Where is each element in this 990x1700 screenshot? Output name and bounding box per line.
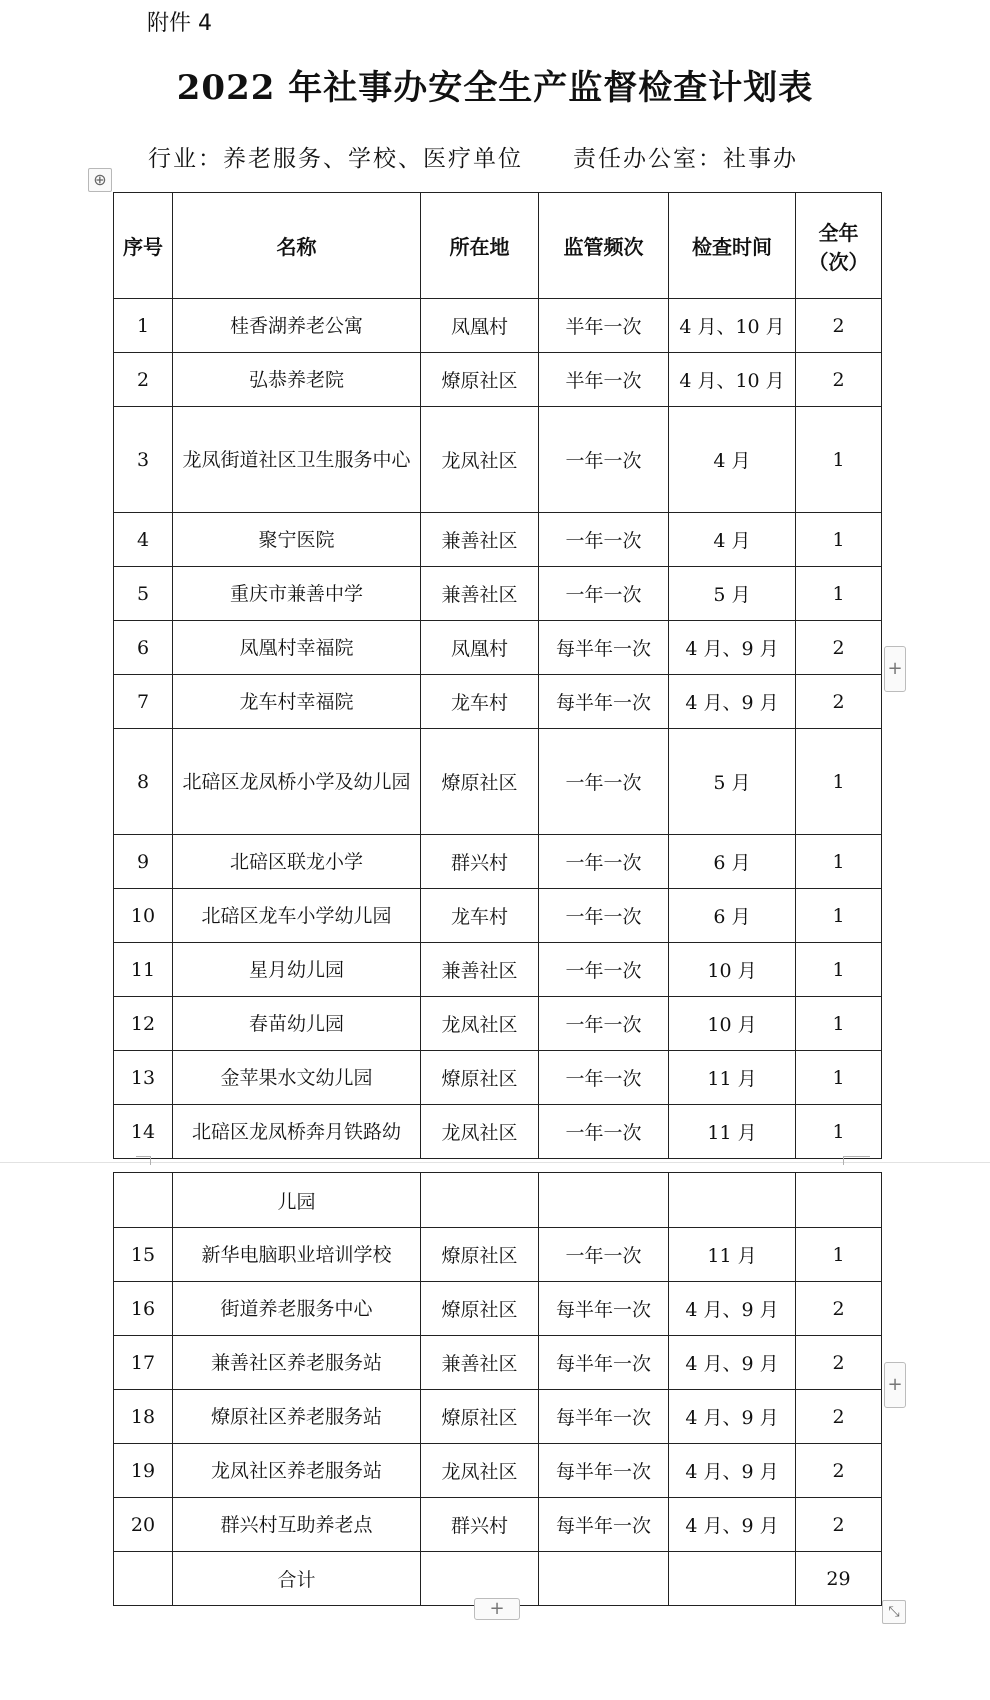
table-row bbox=[114, 1051, 882, 1105]
cell-time: 10 月 bbox=[669, 997, 796, 1051]
cell-index bbox=[114, 1173, 173, 1228]
cell-location: 兼善社区 bbox=[421, 943, 539, 997]
cell-location: 燎原社区 bbox=[421, 1282, 539, 1336]
cell-count: 2 bbox=[796, 1282, 882, 1336]
cell-frequency: 每半年一次 bbox=[539, 1390, 669, 1444]
table-row bbox=[114, 1498, 882, 1552]
cell-count: 2 bbox=[796, 621, 882, 675]
cell-location: 凤凰村 bbox=[421, 299, 539, 353]
cell-location: 凤凰村 bbox=[421, 621, 539, 675]
cell-name: 新华电脑职业培训学校 bbox=[173, 1228, 421, 1282]
cell-time bbox=[669, 1173, 796, 1228]
cell-frequency: 一年一次 bbox=[539, 1051, 669, 1105]
page-title: 2022 年社事办安全生产监督检查计划表 bbox=[176, 68, 814, 108]
cell-time: 4 月、9 月 bbox=[669, 675, 796, 729]
cell-index: 18 bbox=[114, 1390, 173, 1444]
cell-name: 春苗幼儿园 bbox=[173, 997, 421, 1051]
attachment-label: 附件 4 bbox=[147, 11, 212, 36]
cell-frequency: 每半年一次 bbox=[539, 1282, 669, 1336]
table-row bbox=[114, 729, 882, 835]
table-row bbox=[114, 675, 882, 729]
cell-count: 1 bbox=[796, 1105, 882, 1159]
plan-table-part1 bbox=[113, 192, 882, 1159]
cell-name: 燎原社区养老服务站 bbox=[173, 1390, 421, 1444]
table-row bbox=[114, 567, 882, 621]
add-row-button[interactable]: + bbox=[474, 1598, 520, 1620]
cell-time bbox=[669, 1552, 796, 1606]
cell-location: 燎原社区 bbox=[421, 353, 539, 407]
table-move-icon[interactable]: ⊕ bbox=[88, 168, 112, 192]
cell-count: 2 bbox=[796, 353, 882, 407]
cell-frequency: 每半年一次 bbox=[539, 1498, 669, 1552]
cell-time: 10 月 bbox=[669, 943, 796, 997]
cell-count: 1 bbox=[796, 835, 882, 889]
cell-index: 6 bbox=[114, 621, 173, 675]
cell-count: 2 bbox=[796, 1444, 882, 1498]
cell-frequency: 一年一次 bbox=[539, 513, 669, 567]
cell-time: 11 月 bbox=[669, 1228, 796, 1282]
cell-name: 北碚区联龙小学 bbox=[173, 835, 421, 889]
cell-name: 桂香湖养老公寓 bbox=[173, 299, 421, 353]
cell-time: 5 月 bbox=[669, 567, 796, 621]
cell-name: 儿园 bbox=[173, 1173, 421, 1228]
cell-location: 龙车村 bbox=[421, 889, 539, 943]
cell-index bbox=[114, 1552, 173, 1606]
cell-time: 6 月 bbox=[669, 835, 796, 889]
cell-name: 街道养老服务中心 bbox=[173, 1282, 421, 1336]
subtitle bbox=[148, 140, 798, 173]
cell-location: 龙凤社区 bbox=[421, 997, 539, 1051]
crop-mark-left bbox=[136, 1156, 151, 1165]
cell-count: 2 bbox=[796, 299, 882, 353]
cell-count: 2 bbox=[796, 675, 882, 729]
cell-location: 龙凤社区 bbox=[421, 1105, 539, 1159]
header-time: 检查时间 bbox=[669, 193, 796, 299]
cell-index: 4 bbox=[114, 513, 173, 567]
cell-location: 群兴村 bbox=[421, 1498, 539, 1552]
cell-index: 19 bbox=[114, 1444, 173, 1498]
cell-time: 6 月 bbox=[669, 889, 796, 943]
cell-frequency bbox=[539, 1552, 669, 1606]
cell-name: 兼善社区养老服务站 bbox=[173, 1336, 421, 1390]
cell-count bbox=[796, 1173, 882, 1228]
cell-frequency: 一年一次 bbox=[539, 943, 669, 997]
cell-frequency: 一年一次 bbox=[539, 835, 669, 889]
table-row-continued bbox=[114, 1173, 882, 1228]
cell-index: 11 bbox=[114, 943, 173, 997]
table-row bbox=[114, 943, 882, 997]
total-label: 合计 bbox=[173, 1552, 421, 1606]
cell-frequency: 一年一次 bbox=[539, 997, 669, 1051]
cell-count: 1 bbox=[796, 567, 882, 621]
cell-index: 15 bbox=[114, 1228, 173, 1282]
cell-time: 5 月 bbox=[669, 729, 796, 835]
cell-count: 1 bbox=[796, 1228, 882, 1282]
cell-index: 14 bbox=[114, 1105, 173, 1159]
cell-count: 1 bbox=[796, 889, 882, 943]
cell-location: 兼善社区 bbox=[421, 1336, 539, 1390]
cell-index: 12 bbox=[114, 997, 173, 1051]
table-row bbox=[114, 997, 882, 1051]
table-row bbox=[114, 1444, 882, 1498]
cell-index: 13 bbox=[114, 1051, 173, 1105]
cell-frequency: 半年一次 bbox=[539, 353, 669, 407]
cell-index: 10 bbox=[114, 889, 173, 943]
table-row bbox=[114, 1105, 882, 1159]
cell-count: 2 bbox=[796, 1336, 882, 1390]
cell-time: 4 月、9 月 bbox=[669, 621, 796, 675]
cell-index: 9 bbox=[114, 835, 173, 889]
table-row bbox=[114, 299, 882, 353]
cell-name: 群兴村互助养老点 bbox=[173, 1498, 421, 1552]
cell-name: 龙凤街道社区卫生服务中心 bbox=[173, 407, 421, 513]
cell-frequency: 一年一次 bbox=[539, 1228, 669, 1282]
cell-name: 北碚区龙凤桥奔月铁路幼 bbox=[173, 1105, 421, 1159]
cell-count: 1 bbox=[796, 997, 882, 1051]
cell-time: 4 月、10 月 bbox=[669, 299, 796, 353]
cell-frequency: 半年一次 bbox=[539, 299, 669, 353]
table-row bbox=[114, 835, 882, 889]
cell-time: 4 月 bbox=[669, 513, 796, 567]
cell-frequency: 每半年一次 bbox=[539, 1336, 669, 1390]
cell-name: 北碚区龙凤桥小学及幼儿园 bbox=[173, 729, 421, 835]
add-column-button-2[interactable]: + bbox=[884, 1362, 906, 1408]
cell-frequency: 一年一次 bbox=[539, 567, 669, 621]
cell-index: 1 bbox=[114, 299, 173, 353]
table-resize-icon[interactable]: ⤡ bbox=[882, 1600, 906, 1624]
cell-location: 龙凤社区 bbox=[421, 407, 539, 513]
cell-index: 5 bbox=[114, 567, 173, 621]
cell-location: 龙车村 bbox=[421, 675, 539, 729]
cell-location: 兼善社区 bbox=[421, 567, 539, 621]
cell-time: 4 月、9 月 bbox=[669, 1336, 796, 1390]
cell-time: 4 月、9 月 bbox=[669, 1282, 796, 1336]
cell-location: 燎原社区 bbox=[421, 1228, 539, 1282]
cell-location: 燎原社区 bbox=[421, 1051, 539, 1105]
plan-table-part2 bbox=[113, 1172, 882, 1606]
cell-time: 11 月 bbox=[669, 1051, 796, 1105]
cell-location: 燎原社区 bbox=[421, 729, 539, 835]
cell-frequency: 每半年一次 bbox=[539, 675, 669, 729]
cell-time: 4 月、9 月 bbox=[669, 1390, 796, 1444]
add-column-button[interactable]: + bbox=[884, 646, 906, 692]
cell-name: 重庆市兼善中学 bbox=[173, 567, 421, 621]
table-row bbox=[114, 889, 882, 943]
table-row bbox=[114, 1336, 882, 1390]
cell-count: 1 bbox=[796, 1051, 882, 1105]
cell-name: 金苹果水文幼儿园 bbox=[173, 1051, 421, 1105]
cell-name: 弘恭养老院 bbox=[173, 353, 421, 407]
cell-name: 聚宁医院 bbox=[173, 513, 421, 567]
cell-location bbox=[421, 1173, 539, 1228]
cell-count: 2 bbox=[796, 1390, 882, 1444]
cell-location: 燎原社区 bbox=[421, 1390, 539, 1444]
cell-index: 16 bbox=[114, 1282, 173, 1336]
total-value: 29 bbox=[796, 1552, 882, 1606]
cell-frequency: 一年一次 bbox=[539, 407, 669, 513]
cell-index: 17 bbox=[114, 1336, 173, 1390]
cell-index: 8 bbox=[114, 729, 173, 835]
cell-name: 凤凰村幸福院 bbox=[173, 621, 421, 675]
cell-frequency: 每半年一次 bbox=[539, 621, 669, 675]
cell-count: 1 bbox=[796, 729, 882, 835]
cell-index: 7 bbox=[114, 675, 173, 729]
cell-time: 4 月、9 月 bbox=[669, 1498, 796, 1552]
header-location: 所在地 bbox=[421, 193, 539, 299]
cell-time: 11 月 bbox=[669, 1105, 796, 1159]
cell-frequency bbox=[539, 1173, 669, 1228]
cell-count: 1 bbox=[796, 513, 882, 567]
table-row bbox=[114, 513, 882, 567]
office-text: 责任办公室：社事办 bbox=[573, 146, 798, 172]
header-frequency: 监管频次 bbox=[539, 193, 669, 299]
cell-time: 4 月 bbox=[669, 407, 796, 513]
table-row bbox=[114, 621, 882, 675]
cell-name: 龙车村幸福院 bbox=[173, 675, 421, 729]
cell-time: 4 月、10 月 bbox=[669, 353, 796, 407]
cell-index: 2 bbox=[114, 353, 173, 407]
cell-time: 4 月、9 月 bbox=[669, 1444, 796, 1498]
cell-name: 龙凤社区养老服务站 bbox=[173, 1444, 421, 1498]
cell-location: 群兴村 bbox=[421, 835, 539, 889]
cell-count: 2 bbox=[796, 1498, 882, 1552]
table-row bbox=[114, 407, 882, 513]
table-header-row bbox=[114, 193, 882, 299]
header-name: 名称 bbox=[173, 193, 421, 299]
cell-frequency: 一年一次 bbox=[539, 1105, 669, 1159]
crop-mark-right bbox=[843, 1156, 870, 1165]
table-row bbox=[114, 1390, 882, 1444]
cell-name: 星月幼儿园 bbox=[173, 943, 421, 997]
cell-index: 20 bbox=[114, 1498, 173, 1552]
header-annual: 全年（次） bbox=[796, 193, 882, 299]
cell-name: 北碚区龙车小学幼儿园 bbox=[173, 889, 421, 943]
cell-frequency: 每半年一次 bbox=[539, 1444, 669, 1498]
header-index: 序号 bbox=[114, 193, 173, 299]
cell-frequency: 一年一次 bbox=[539, 729, 669, 835]
cell-count: 1 bbox=[796, 407, 882, 513]
table-row bbox=[114, 1228, 882, 1282]
cell-frequency: 一年一次 bbox=[539, 889, 669, 943]
cell-location: 龙凤社区 bbox=[421, 1444, 539, 1498]
industry-text: 行业：养老服务、学校、医疗单位 bbox=[148, 146, 523, 172]
table-row bbox=[114, 1282, 882, 1336]
table-row bbox=[114, 353, 882, 407]
cell-count: 1 bbox=[796, 943, 882, 997]
cell-location: 兼善社区 bbox=[421, 513, 539, 567]
cell-index: 3 bbox=[114, 407, 173, 513]
